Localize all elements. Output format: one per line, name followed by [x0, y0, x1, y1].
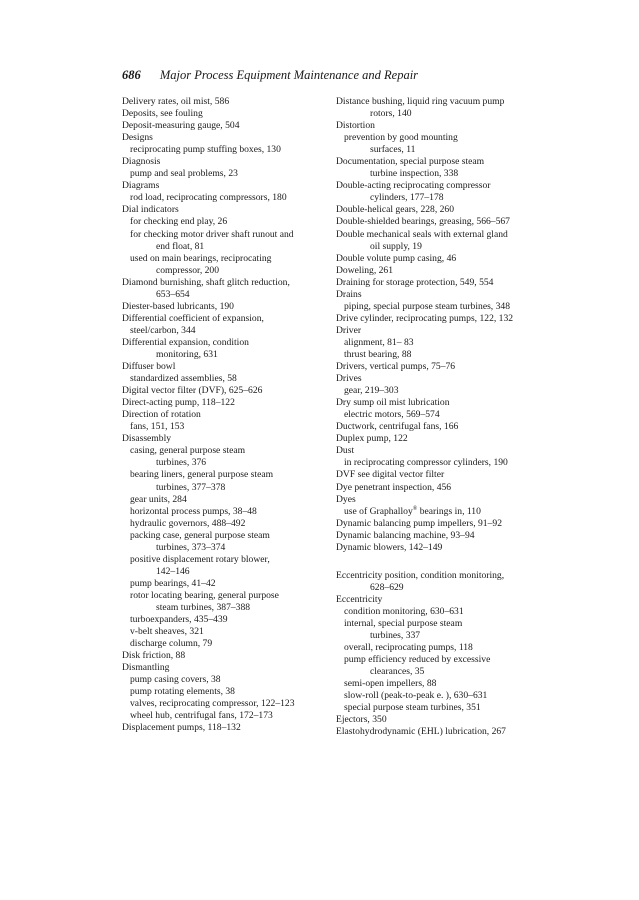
index-entry: Duplex pump, 122: [336, 433, 408, 445]
index-entry: Documentation, special purpose steam: [336, 156, 485, 168]
index-subentry: hydraulic governors, 488–492: [130, 517, 246, 529]
index-entry: Drive cylinder, reciprocating pumps, 122, 132: [336, 312, 514, 324]
index-continuation: end float, 81: [156, 240, 205, 252]
index-continuation: turbines, 337: [370, 630, 421, 642]
index-entry: Ejectors, 350: [336, 714, 387, 726]
index-continuation: rotors, 140: [370, 108, 412, 120]
index-continuation: 653–654: [156, 288, 190, 300]
index-subentry: semi-open impellers, 88: [344, 678, 437, 690]
index-entry: Eccentricity: [336, 593, 383, 605]
index-entry: Double volute pump casing, 46: [336, 252, 457, 264]
index-entry: Dyes: [336, 493, 356, 505]
index-continuation: turbines, 376: [156, 457, 207, 469]
index-subentry: special purpose steam turbines, 351: [344, 702, 481, 714]
index-entry: Double-shielded bearings, greasing, 566–567: [336, 216, 510, 228]
index-subentry: pump rotating elements, 38: [130, 686, 235, 698]
index-column-left: [122, 96, 334, 734]
index-entry: Double mechanical seals with external gland: [336, 228, 508, 240]
index-entry: Eccentricity position, condition monitoring,: [336, 569, 505, 581]
index-entry: Dynamic balancing machine, 93–94: [336, 529, 475, 541]
index-subentry: gear units, 284: [130, 493, 187, 505]
index-continuation: clearances, 35: [370, 666, 425, 678]
index-subentry: pump and seal problems, 23: [130, 168, 238, 180]
index-subentry: reciprocating pump stuffing boxes, 130: [130, 144, 281, 156]
index-subentry: thrust bearing, 88: [344, 348, 412, 360]
index-subentry: gear, 219–303: [344, 385, 399, 397]
index-subentry: discharge column, 79: [130, 638, 213, 650]
index-subentry: casing, general purpose steam: [130, 445, 246, 457]
index-entry: Direction of rotation: [122, 409, 201, 421]
index-entry: Dial indicators: [122, 204, 179, 216]
index-entry: Dynamic balancing pump impellers, 91–92: [336, 517, 502, 529]
index-subentry: prevention by good mounting: [344, 132, 458, 144]
index-entry: Disassembly: [122, 433, 172, 445]
index-subentry: rod load, reciprocating compressors, 180: [130, 192, 287, 204]
index-continuation: turbine inspection, 338: [370, 168, 459, 180]
index-entry: Doweling, 261: [336, 264, 394, 276]
index-entry: Diagrams: [122, 180, 160, 192]
index-entry: Direct-acting pump, 118–122: [122, 397, 235, 409]
index-subentry: horizontal process pumps, 38–48: [130, 505, 257, 517]
index-entry: Differential expansion, condition: [122, 336, 249, 348]
index-continuation: compressor, 200: [156, 264, 220, 276]
index-subentry: turboexpanders, 435–439: [130, 614, 228, 626]
index-subentry: use of Graphalloy® bearings in, 110: [344, 505, 481, 517]
index-subentry: packing case, general purpose steam: [130, 529, 270, 541]
index-continuation: 628–629: [370, 581, 404, 593]
index-subentry: rotor locating bearing, general purpose: [130, 589, 279, 601]
index-entry: Dye penetrant inspection, 456: [336, 481, 452, 493]
index-subentry: for checking end play, 26: [130, 216, 228, 228]
index-continuation: 142–146: [156, 565, 190, 577]
index-subentry: piping, special purpose steam turbines, 348: [344, 300, 510, 312]
index-entry: Delivery rates, oil mist, 586: [122, 96, 230, 107]
index-entry: Differential coefficient of expansion,: [122, 312, 264, 324]
section-gap: [336, 554, 536, 570]
index-entry: Disk friction, 88: [122, 650, 186, 662]
index-continuation: monitoring, 631: [156, 348, 218, 360]
index-entry: Diester-based lubricants, 190: [122, 300, 234, 312]
index-entry: Drives: [336, 373, 362, 385]
index-entry: Displacement pumps, 118–132: [122, 722, 241, 734]
index-subentry: in reciprocating compressor cylinders, 190: [344, 457, 508, 469]
index-entry: Dynamic blowers, 142–149: [336, 541, 443, 553]
index-entry: Double-acting reciprocating compressor: [336, 180, 491, 192]
index-continuation: turbines, 373–374: [156, 541, 226, 553]
index-subentry: slow-roll (peak-to-peak e. ), 630–631: [344, 690, 488, 702]
index-continuation: surfaces, 11: [370, 144, 416, 156]
index-subentry: alignment, 81– 83: [344, 336, 414, 348]
index-continuation: steam turbines, 387–388: [156, 601, 251, 613]
index-subentry: valves, reciprocating compressor, 122–123: [130, 698, 295, 710]
index-subentry: electric motors, 569–574: [344, 409, 440, 421]
index-subentry: positive displacement rotary blower,: [130, 553, 270, 565]
index-continuation: cylinders, 177–178: [370, 192, 444, 204]
index-entry: Digital vector filter (DVF), 625–626: [122, 385, 263, 397]
index-subentry: standardized assemblies, 58: [130, 373, 237, 385]
index-subentry: v-belt sheaves, 321: [130, 626, 204, 638]
index-subentry: fans, 151, 153: [130, 421, 185, 433]
index-column-right: [336, 96, 536, 738]
index-entry: Diffuser bowl: [122, 361, 176, 373]
index-entry: Dismantling: [122, 662, 170, 674]
index-entry: Distortion: [336, 120, 375, 132]
index-subentry: condition monitoring, 630–631: [344, 605, 464, 617]
index-entry: Diagnosis: [122, 156, 161, 168]
index-subentry: for checking motor driver shaft runout and: [130, 228, 294, 240]
index-entry: Double-helical gears, 228, 260: [336, 204, 455, 216]
page-number: 686: [122, 68, 141, 82]
index-subentry: wheel hub, centrifugal fans, 172–173: [130, 710, 273, 722]
index-entry: Driver: [336, 324, 362, 336]
index-subentry: overall, reciprocating pumps, 118: [344, 642, 473, 654]
index-subentry: pump efficiency reduced by excessive: [344, 654, 491, 666]
index-entry: Deposit-measuring gauge, 504: [122, 120, 240, 132]
page-header: [122, 68, 418, 83]
index-entry: Elastohydrodynamic (EHL) lubrication, 267: [336, 726, 506, 738]
index-subentry: pump casing covers, 38: [130, 674, 221, 686]
index-subentry: steel/carbon, 344: [130, 324, 196, 336]
index-entry: Draining for storage protection, 549, 554: [336, 276, 494, 288]
index-entry: Designs: [122, 132, 153, 144]
index-entry: Diamond burnishing, shaft glitch reduction,: [122, 276, 290, 288]
index-entry: Ductwork, centrifugal fans, 166: [336, 421, 459, 433]
index-entry: Deposits, see fouling: [122, 108, 203, 120]
book-title: Major Process Equipment Maintenance and Repair: [159, 68, 419, 82]
index-entry: Drivers, vertical pumps, 75–76: [336, 361, 456, 373]
index-entry: Dust: [336, 445, 355, 457]
index-continuation: oil supply, 19: [370, 240, 422, 252]
index-entry: Drains: [336, 288, 362, 300]
index-entry: DVF see digital vector filter: [336, 469, 445, 481]
index-subentry: internal, special purpose steam: [344, 617, 463, 629]
index-subentry: bearing liners, general purpose steam: [130, 469, 274, 481]
index-entry: Dry sump oil mist lubrication: [336, 397, 450, 409]
index-subentry: used on main bearings, reciprocating: [130, 252, 272, 264]
index-subentry: pump bearings, 41–42: [130, 577, 216, 589]
index-entry: Distance bushing, liquid ring vacuum pump: [336, 96, 505, 107]
index-continuation: turbines, 377–378: [156, 481, 226, 493]
